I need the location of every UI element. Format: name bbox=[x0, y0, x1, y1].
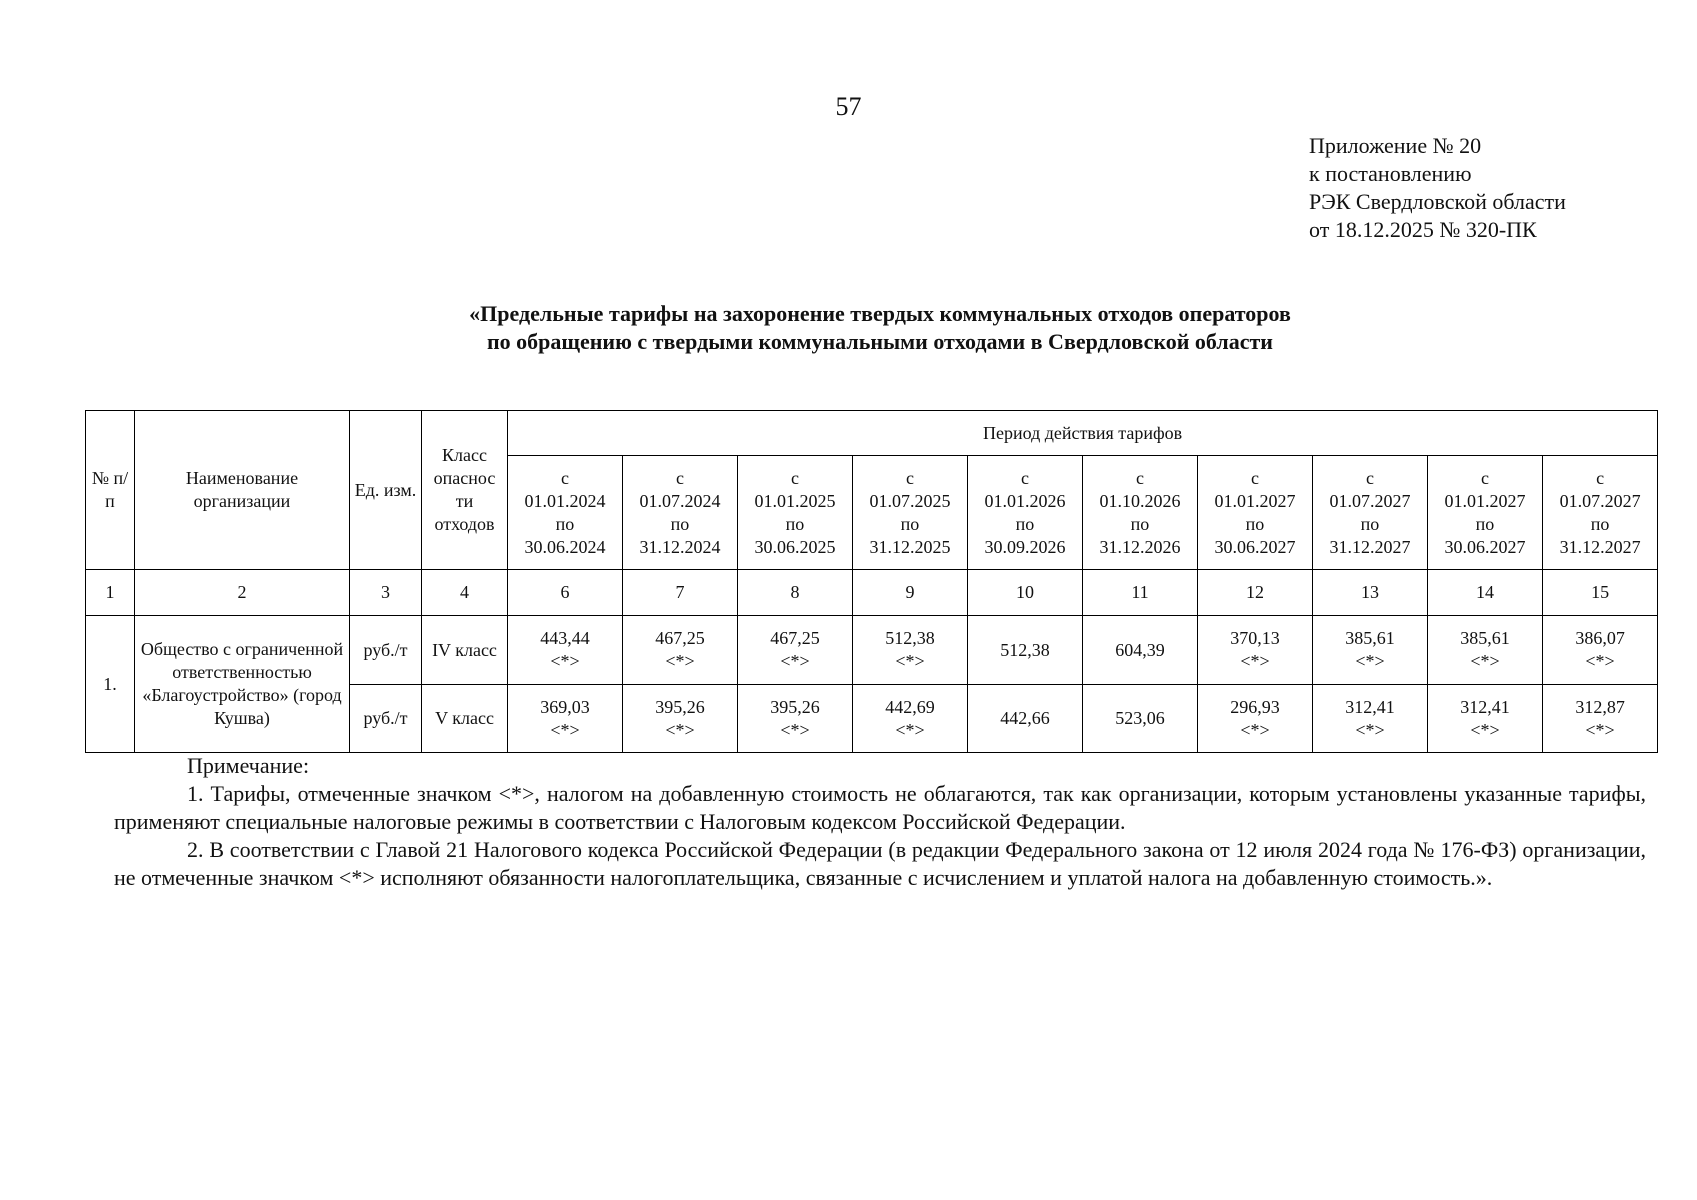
vat-exempt-mark: <*> bbox=[1470, 651, 1500, 671]
period-line: 01.01.2024 bbox=[524, 490, 606, 511]
vat-exempt-mark: <*> bbox=[1585, 651, 1615, 671]
period-header-cell bbox=[1428, 456, 1543, 570]
tariff-value: 442,69 bbox=[885, 696, 935, 717]
tariff-value-cell bbox=[623, 616, 738, 685]
tariff-value: 604,39 bbox=[1115, 639, 1165, 660]
vat-exempt-mark: <*> bbox=[1470, 719, 1500, 740]
unit-cell: руб./т bbox=[350, 685, 422, 753]
period-line: по bbox=[785, 513, 805, 534]
column-number: 11 bbox=[1083, 570, 1198, 616]
tariff-value-cell bbox=[508, 616, 623, 685]
period-line: 30.06.2027 bbox=[1214, 536, 1296, 557]
header-org: Наименование организации bbox=[135, 411, 350, 570]
tariff-value-cell bbox=[968, 685, 1083, 753]
tariff-value-cell bbox=[623, 685, 738, 753]
period-line: с bbox=[1481, 467, 1489, 488]
column-number: 14 bbox=[1428, 570, 1543, 616]
row-number: 1. bbox=[86, 616, 135, 753]
period-line: по bbox=[1590, 513, 1610, 534]
period-line: с bbox=[1596, 467, 1605, 488]
period-line: 01.01.2026 bbox=[984, 490, 1066, 511]
unit-cell: руб./т bbox=[350, 616, 422, 685]
column-number: 15 bbox=[1543, 570, 1658, 616]
tariff-value-cell bbox=[968, 616, 1083, 685]
period-line: по bbox=[1015, 513, 1035, 534]
tariff-value: 385,61 bbox=[1460, 628, 1510, 648]
tariff-value-cell bbox=[1428, 616, 1543, 685]
period-line: по bbox=[670, 513, 690, 534]
vat-exempt-mark: <*> bbox=[1585, 719, 1615, 740]
period-header-cell bbox=[968, 456, 1083, 570]
tariff-value-cell bbox=[508, 685, 623, 753]
tariff-value: 512,38 bbox=[885, 628, 935, 648]
notes bbox=[114, 752, 1646, 892]
tariff-value-cell bbox=[1198, 685, 1313, 753]
vat-exempt-mark: <*> bbox=[665, 651, 695, 671]
header-num: № п/п bbox=[86, 411, 135, 570]
column-number: 3 bbox=[350, 570, 422, 616]
tariff-value: 385,61 bbox=[1345, 628, 1395, 648]
tariff-value: 395,26 bbox=[655, 696, 705, 717]
period-line: с bbox=[561, 467, 569, 488]
column-number: 2 bbox=[135, 570, 350, 616]
vat-exempt-mark: <*> bbox=[895, 719, 925, 740]
period-header-cell bbox=[1083, 456, 1198, 570]
column-number: 9 bbox=[853, 570, 968, 616]
period-line: 01.07.2025 bbox=[869, 490, 951, 511]
period-line: с bbox=[676, 467, 684, 488]
vat-exempt-mark: <*> bbox=[550, 719, 580, 740]
period-line: с bbox=[906, 467, 914, 488]
tariff-value: 442,66 bbox=[1000, 708, 1050, 728]
class-cell: IV класс bbox=[422, 616, 508, 685]
period-line: 01.07.2027 bbox=[1559, 490, 1641, 511]
tariff-value: 467,25 bbox=[655, 628, 705, 648]
tariff-value: 312,41 bbox=[1460, 696, 1510, 717]
tariff-value-cell bbox=[1313, 616, 1428, 685]
title-line: по обращению с твердыми коммунальными отходами в Свердловской области bbox=[487, 329, 1273, 354]
tariff-value-cell bbox=[1083, 616, 1198, 685]
appendix-block bbox=[1309, 132, 1566, 244]
period-line: по bbox=[555, 513, 575, 534]
column-number: 12 bbox=[1198, 570, 1313, 616]
period-line: с bbox=[1021, 467, 1029, 488]
class-cell: V класс bbox=[422, 685, 508, 753]
tariff-value-cell bbox=[1083, 685, 1198, 753]
period-line: 01.01.2025 bbox=[754, 490, 836, 511]
document-title bbox=[0, 300, 1697, 356]
tariff-value-cell bbox=[853, 616, 968, 685]
period-line: 31.12.2024 bbox=[639, 536, 721, 557]
tariff-value-cell bbox=[1198, 616, 1313, 685]
page-number: 57 bbox=[835, 92, 862, 121]
tariff-value-cell bbox=[738, 616, 853, 685]
vat-exempt-mark: <*> bbox=[895, 651, 925, 671]
period-line: 31.12.2026 bbox=[1099, 536, 1181, 557]
tariff-value: 512,38 bbox=[1000, 639, 1050, 660]
note-paragraph: 2. В соответствии с Главой 21 Налогового кодекса Российской Федерации (в редакции Федерального закона от 12 июля 2024 года № 176-ФЗ) организации, не отмеченные значком <*> исполняют обязанности налогоплательщика, связанные с исчислением и уплатой налога на добавленную стоимость.». bbox=[114, 837, 1646, 890]
period-line: 01.07.2027 bbox=[1329, 490, 1411, 511]
vat-exempt-mark: <*> bbox=[1240, 651, 1270, 671]
tariff-value: 386,07 bbox=[1575, 628, 1625, 648]
column-number: 8 bbox=[738, 570, 853, 616]
period-line: 01.01.2027 bbox=[1444, 490, 1526, 511]
column-number: 4 bbox=[422, 570, 508, 616]
header-class: Класс опаснос ти отходов bbox=[422, 411, 508, 570]
period-line: по bbox=[1245, 513, 1265, 534]
period-line: по bbox=[1130, 513, 1150, 534]
tariff-value: 370,13 bbox=[1230, 628, 1280, 648]
header-unit: Ед. изм. bbox=[350, 411, 422, 570]
tariff-value: 296,93 bbox=[1230, 696, 1280, 717]
header-period: Период действия тарифов bbox=[508, 411, 1658, 456]
column-number: 6 bbox=[508, 570, 623, 616]
tariff-value: 523,06 bbox=[1115, 708, 1165, 728]
tariff-value: 395,26 bbox=[770, 696, 820, 717]
vat-exempt-mark: <*> bbox=[665, 719, 695, 740]
vat-exempt-mark: <*> bbox=[1355, 719, 1385, 740]
period-line: 01.10.2026 bbox=[1099, 490, 1181, 511]
period-line: 31.12.2027 bbox=[1329, 536, 1411, 557]
column-number: 10 bbox=[968, 570, 1083, 616]
period-header-cell bbox=[623, 456, 738, 570]
appendix-line: от 18.12.2025 № 320-ПК bbox=[1309, 217, 1537, 242]
appendix-line: РЭК Свердловской области bbox=[1309, 189, 1566, 214]
tariff-value-cell bbox=[1543, 616, 1658, 685]
org-name: Общество с ограниченной ответственностью «Благоустройство» (город Кушва) bbox=[135, 616, 350, 753]
appendix-line: Приложение № 20 bbox=[1309, 133, 1482, 158]
tariff-value-cell bbox=[1543, 685, 1658, 753]
vat-exempt-mark: <*> bbox=[1240, 719, 1270, 740]
period-line: 31.12.2027 bbox=[1559, 536, 1641, 557]
period-line: с bbox=[1251, 467, 1259, 488]
period-line: 30.06.2025 bbox=[754, 536, 836, 557]
period-header-cell bbox=[853, 456, 968, 570]
tariff-table bbox=[85, 410, 1658, 753]
period-line: 01.07.2024 bbox=[639, 490, 721, 511]
period-line: 30.09.2026 bbox=[984, 536, 1066, 557]
vat-exempt-mark: <*> bbox=[780, 719, 810, 740]
tariff-value: 467,25 bbox=[770, 628, 820, 648]
period-line: 30.06.2024 bbox=[524, 536, 606, 557]
tariff-value: 443,44 bbox=[540, 628, 590, 648]
period-header-cell bbox=[738, 456, 853, 570]
title-line: «Предельные тарифы на захоронение твердых коммунальных отходов операторов bbox=[469, 301, 1291, 326]
period-header-cell bbox=[1198, 456, 1313, 570]
tariff-value: 369,03 bbox=[540, 696, 590, 717]
tariff-value: 312,87 bbox=[1575, 696, 1625, 717]
period-line: по bbox=[1475, 513, 1495, 534]
period-header-cell bbox=[1543, 456, 1658, 570]
tariff-value-cell bbox=[738, 685, 853, 753]
period-header-cell bbox=[1313, 456, 1428, 570]
tariff-value-cell bbox=[1313, 685, 1428, 753]
note-paragraph: 1. Тарифы, отмеченные значком <*>, налогом на добавленную стоимость не облагаются, так как организации, которым установлены указанные тарифы, применяют специальные налоговые режимы в соответствии с Налоговым кодексом Российской Федерации. bbox=[114, 781, 1646, 834]
tariff-value-cell bbox=[1428, 685, 1543, 753]
tariff-value-cell bbox=[853, 685, 968, 753]
tariff-value: 312,41 bbox=[1345, 696, 1395, 717]
column-number: 1 bbox=[86, 570, 135, 616]
period-line: с bbox=[1136, 467, 1144, 488]
period-line: 30.06.2027 bbox=[1444, 536, 1526, 557]
vat-exempt-mark: <*> bbox=[780, 651, 810, 671]
appendix-line: к постановлению bbox=[1309, 161, 1472, 186]
period-line: с bbox=[791, 467, 799, 488]
period-line: 31.12.2025 bbox=[869, 536, 951, 557]
period-line: с bbox=[1366, 467, 1374, 488]
vat-exempt-mark: <*> bbox=[550, 651, 580, 671]
vat-exempt-mark: <*> bbox=[1355, 651, 1385, 671]
column-number: 13 bbox=[1313, 570, 1428, 616]
notes-heading: Примечание: bbox=[187, 753, 310, 778]
period-header-cell bbox=[508, 456, 623, 570]
column-number: 7 bbox=[623, 570, 738, 616]
period-line: по bbox=[1360, 513, 1380, 534]
period-line: 01.01.2027 bbox=[1214, 490, 1296, 511]
period-line: по bbox=[900, 513, 920, 534]
